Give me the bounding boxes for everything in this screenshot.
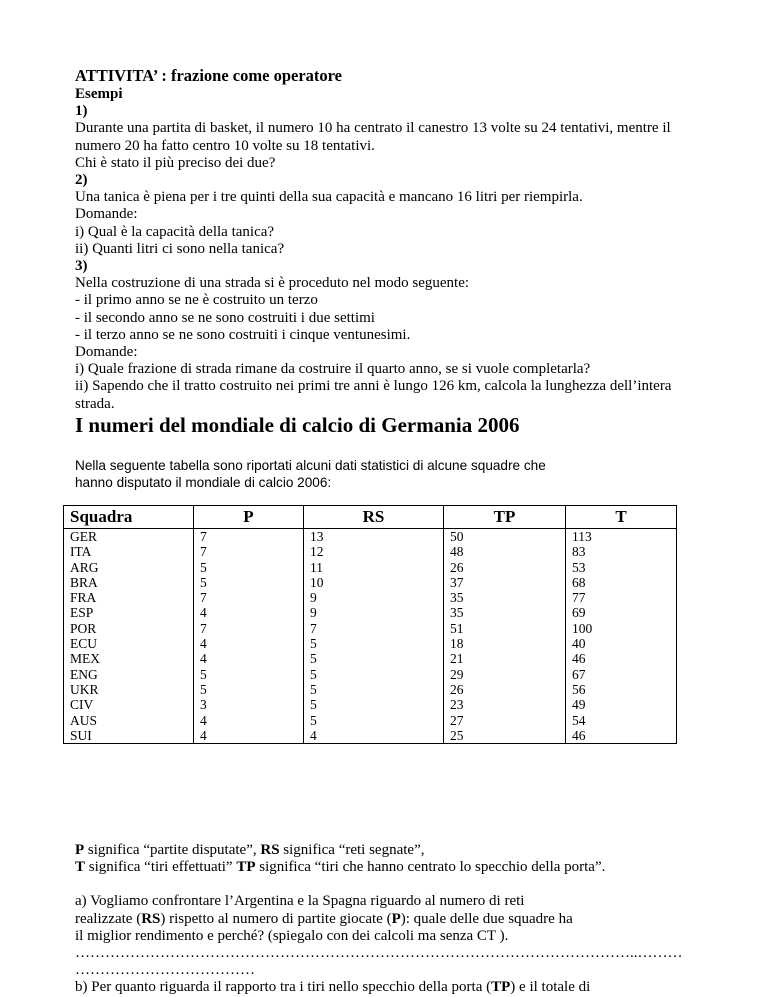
t-cell: 54 <box>566 713 677 728</box>
legend-key-t: T <box>75 859 86 876</box>
example-3-line: Domande: <box>75 344 138 361</box>
table-body <box>64 529 677 744</box>
tp-cell: 21 <box>444 651 566 666</box>
team-cell: AUS <box>64 713 194 728</box>
team-cell: SUI <box>64 728 194 744</box>
table-row <box>64 529 677 545</box>
example-2-line: Domande: <box>75 206 138 223</box>
question-a-line <box>75 911 715 928</box>
p-cell: 4 <box>194 651 304 666</box>
legend-text-p: significa “partite disputate”, <box>84 842 261 858</box>
example-3-line: - il secondo anno se ne sono costruiti i due settimi <box>75 309 375 326</box>
legend-line-1 <box>75 842 715 859</box>
answer-dots-line: …………………………………………………………………………………………………..……… <box>75 945 683 962</box>
rs-cell: 9 <box>304 605 444 620</box>
p-cell: 3 <box>194 697 304 712</box>
team-cell: ECU <box>64 636 194 651</box>
t-cell: 83 <box>566 544 677 559</box>
legend-key-p: P <box>75 842 85 858</box>
p-cell: 7 <box>194 544 304 559</box>
legend-key-tp: TP <box>236 859 256 876</box>
t-cell: 77 <box>566 590 677 605</box>
example-1-line: numero 20 ha fatto centro 10 volte su 18 tentativi. <box>75 137 375 154</box>
section-title: I numeri del mondiale di calcio di Germania 2006 <box>75 413 520 437</box>
rs-cell: 13 <box>304 529 444 545</box>
question-a-line: il miglior rendimento e perché? (spiegalo con dei calcoli ma senza CT ). <box>75 927 509 944</box>
team-cell: ENG <box>64 667 194 682</box>
p-cell: 5 <box>194 560 304 575</box>
example-2-line: Una tanica è piena per i tre quinti della sua capacità e mancano 16 litri per riempirla. <box>75 189 583 206</box>
examples-label: Esempi <box>75 86 123 102</box>
rs-cell: 5 <box>304 667 444 682</box>
t-cell: 68 <box>566 575 677 590</box>
table-row <box>64 575 677 590</box>
team-cell: BRA <box>64 575 194 590</box>
team-cell: ITA <box>64 544 194 559</box>
tp-cell: 23 <box>444 697 566 712</box>
activity-heading: ATTIVITA’ : frazione come operatore <box>75 66 342 85</box>
example-3-line: strada. <box>75 395 115 412</box>
table-row <box>64 697 677 712</box>
tp-cell: 48 <box>444 544 566 559</box>
team-cell: GER <box>64 529 194 545</box>
team-cell: ESP <box>64 605 194 620</box>
p-cell: 7 <box>194 590 304 605</box>
tp-cell: 29 <box>444 667 566 682</box>
stats-table <box>63 505 677 744</box>
p-cell: 7 <box>194 529 304 545</box>
team-cell: MEX <box>64 651 194 666</box>
tp-cell: 26 <box>444 682 566 697</box>
t-cell: 46 <box>566 728 677 744</box>
rs-cell: 7 <box>304 621 444 636</box>
intro-line: Nella seguente tabella sono riportati alcuni dati statistici di alcune squadre che <box>75 458 546 473</box>
rs-cell: 5 <box>304 651 444 666</box>
intro-line: hanno disputato il mondiale di calcio 2006: <box>75 475 332 490</box>
t-cell: 46 <box>566 651 677 666</box>
legend-key-rs: RS <box>260 842 280 858</box>
column-header-t: T <box>566 506 677 529</box>
legend-text-t: significa “tiri effettuati” <box>85 859 237 876</box>
rs-cell: 5 <box>304 697 444 712</box>
tp-cell: 35 <box>444 590 566 605</box>
t-cell: 113 <box>566 529 677 545</box>
example-3-number: 3) <box>75 258 88 275</box>
column-header-p: P <box>194 506 304 529</box>
table-row <box>64 560 677 575</box>
tp-cell: 26 <box>444 560 566 575</box>
tp-cell: 18 <box>444 636 566 651</box>
rs-cell: 9 <box>304 590 444 605</box>
team-cell: UKR <box>64 682 194 697</box>
question-b-tp: TP <box>491 979 511 996</box>
p-cell: 4 <box>194 605 304 620</box>
spacer <box>75 876 715 893</box>
question-b-text: ) e il totale di <box>510 979 591 996</box>
rs-cell: 5 <box>304 636 444 651</box>
team-cell: ARG <box>64 560 194 575</box>
notes-section <box>75 842 715 997</box>
table-row <box>64 590 677 605</box>
rs-cell: 5 <box>304 682 444 697</box>
column-header-team: Squadra <box>64 506 194 529</box>
question-b-line <box>75 979 715 996</box>
example-3-line: Nella costruzione di una strada si è proceduto nel modo seguente: <box>75 275 470 292</box>
legend-text-tp: significa “tiri che hanno centrato lo specchio della porta”. <box>255 859 606 876</box>
table-row <box>64 728 677 744</box>
tp-cell: 35 <box>444 605 566 620</box>
p-cell: 5 <box>194 575 304 590</box>
p-cell: 5 <box>194 682 304 697</box>
answer-dots-line: ……………………………… <box>75 962 255 979</box>
t-cell: 69 <box>566 605 677 620</box>
example-1-line: Chi è stato il più preciso dei due? <box>75 154 276 171</box>
legend-text-rs: significa “reti segnate”, <box>279 842 425 858</box>
rs-cell: 5 <box>304 713 444 728</box>
p-cell: 4 <box>194 713 304 728</box>
question-a-line: a) Vogliamo confrontare l’Argentina e la Spagna riguardo al numero di reti <box>75 893 525 910</box>
p-cell: 7 <box>194 621 304 636</box>
t-cell: 67 <box>566 667 677 682</box>
tp-cell: 37 <box>444 575 566 590</box>
question-a-p: P <box>391 910 401 927</box>
table-row <box>64 682 677 697</box>
column-header-tp: TP <box>444 506 566 529</box>
rs-cell: 4 <box>304 728 444 744</box>
table-row <box>64 621 677 636</box>
p-cell: 4 <box>194 728 304 744</box>
table-row <box>64 544 677 559</box>
example-3-line: i) Quale frazione di strada rimane da costruire il quarto anno, se si vuole completarla? <box>75 361 591 378</box>
t-cell: 49 <box>566 697 677 712</box>
rs-cell: 11 <box>304 560 444 575</box>
example-3-line: - il terzo anno se ne sono costruiti i cinque ventunesimi. <box>75 326 411 343</box>
example-1-line: Durante una partita di basket, il numero 10 ha centrato il canestro 13 volte su 24 tentativi, mentre il <box>75 120 671 137</box>
p-cell: 4 <box>194 636 304 651</box>
team-cell: CIV <box>64 697 194 712</box>
question-b-text: b) Per quanto riguarda il rapporto tra i tiri nello specchio della porta ( <box>75 979 492 996</box>
t-cell: 56 <box>566 682 677 697</box>
table-row <box>64 636 677 651</box>
question-a-text: ) rispetto al numero di partite giocate ( <box>160 910 392 927</box>
question-a-rs: RS <box>141 910 161 927</box>
t-cell: 100 <box>566 621 677 636</box>
legend-line-2 <box>75 859 715 876</box>
tp-cell: 25 <box>444 728 566 744</box>
tp-cell: 27 <box>444 713 566 728</box>
example-2-line: ii) Quanti litri ci sono nella tanica? <box>75 240 285 257</box>
stats-table-wrapper <box>63 505 677 744</box>
table-row <box>64 605 677 620</box>
p-cell: 5 <box>194 667 304 682</box>
column-header-rs: RS <box>304 506 444 529</box>
example-3-line: - il primo anno se ne è costruito un terzo <box>75 292 318 309</box>
team-cell: POR <box>64 621 194 636</box>
tp-cell: 51 <box>444 621 566 636</box>
document-page <box>70 66 695 996</box>
t-cell: 40 <box>566 636 677 651</box>
question-a-text: realizzate ( <box>75 910 142 927</box>
example-2-number: 2) <box>75 172 88 189</box>
team-cell: FRA <box>64 590 194 605</box>
table-header-row <box>64 506 677 529</box>
table-row <box>64 713 677 728</box>
table-row <box>64 651 677 666</box>
example-1-number: 1) <box>75 103 88 120</box>
section-intro <box>75 457 675 491</box>
rs-cell: 12 <box>304 544 444 559</box>
t-cell: 53 <box>566 560 677 575</box>
tp-cell: 50 <box>444 529 566 545</box>
rs-cell: 10 <box>304 575 444 590</box>
example-3-line: ii) Sapendo che il tratto costruito nei primi tre anni è lungo 126 km, calcola la lunghezza dell’intera <box>75 378 672 395</box>
example-2-line: i) Qual è la capacità della tanica? <box>75 223 275 240</box>
table-row <box>64 667 677 682</box>
question-a-text: ): quale delle due squadre ha <box>400 910 573 927</box>
